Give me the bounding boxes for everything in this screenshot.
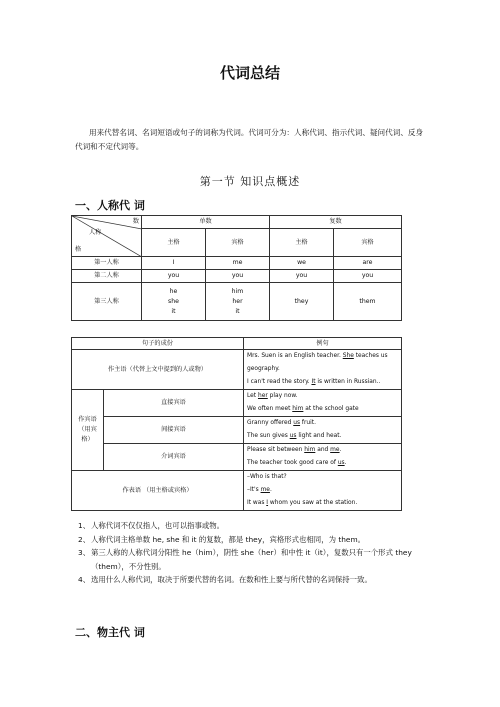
example-subject: Mrs. Suen is an English teacher. She teaches us geography. I can't read the story. It is written in Russian.. [244, 350, 402, 390]
cell-line: him [231, 287, 244, 295]
list-item: 4、 选用什么人称代词，取决于所要代替的名词。在数和性上要与所代替的名词保持一致。 [78, 575, 372, 585]
heading-personal-pronouns: 一、人称代 词 [75, 199, 145, 212]
list-item: 2、 人称代词主格单数 he, she 和 it 的复数，都是 they，宾格形式也相同，为 them。 [78, 534, 366, 544]
row-label: 第二人称 [72, 270, 142, 283]
role-object-line: （用宾 [78, 426, 97, 433]
cell-stack [206, 283, 270, 321]
role-direct-object: 直接宾语 [104, 390, 244, 417]
role-object-line: 作宾语 [78, 416, 97, 423]
header-sentence-role: 句子的成份 [72, 338, 244, 350]
table-row [72, 444, 402, 471]
heading-possessive-pronouns: 二、物主代 词 [75, 626, 145, 639]
cell: me [206, 257, 270, 270]
cell: we [270, 257, 334, 270]
table-row [72, 417, 402, 444]
table-row [72, 390, 402, 417]
cell: you [206, 270, 270, 283]
row-label: 第三人称 [72, 283, 142, 321]
role-prepositional-object: 介词宾语 [104, 444, 244, 471]
corner-label-number: 数 [132, 218, 139, 225]
example-predicative: –Who is that? –It's me. It was I whom you saw at the station. [244, 471, 402, 511]
table-row [72, 283, 402, 321]
example-direct-object: Let her play now. We often meet him at the school gate [244, 390, 402, 417]
personal-pronoun-table [71, 215, 402, 321]
list-item: 3、 第三人称的人称代词分阳性 he（him），阴性 she（her）和中性 it（it），复数只有一个形式 they（them），不分性别。 [78, 548, 412, 571]
table-row [72, 257, 402, 270]
header-plural-object: 宾格 [334, 229, 402, 257]
corner-diagonal-lines [72, 216, 142, 257]
intro-paragraph: 用来代替名词、名词短语或句子的词称为代词。代词可分为：人称代词、指示代词、疑问代词、反身代词和不定代词等。 [75, 128, 424, 151]
table-row [72, 270, 402, 283]
pronoun-usage-table [71, 337, 402, 511]
cell: they [270, 283, 334, 321]
table-row [72, 350, 402, 390]
example-prepositional-object: Please sit between him and me. The teacher took good care of us. [244, 444, 402, 471]
corner-label-person: 人称 [89, 229, 102, 236]
header-plural-subject: 主格 [270, 229, 334, 257]
cell-line: her [232, 297, 243, 305]
role-indirect-object: 间接宾语 [104, 417, 244, 444]
role-object [72, 390, 104, 471]
cell: I [142, 257, 206, 270]
row-label: 第一人称 [72, 257, 142, 270]
cell: are [334, 257, 402, 270]
notes-list [78, 519, 438, 587]
page-title: 代词总结 [219, 64, 280, 82]
header-singular: 单数 [142, 216, 270, 229]
role-subject: 作主语（代替上文中提到的人或物） [72, 350, 244, 390]
header-singular-subject: 主格 [142, 229, 206, 257]
cell: you [142, 270, 206, 283]
section-title: 第一节 知识点概述 [199, 175, 301, 188]
cell: you [270, 270, 334, 283]
cell-line: it [235, 307, 240, 315]
table-corner-cell [72, 216, 142, 257]
role-predicative: 作表语 （用主格或宾格） [72, 471, 244, 511]
example-indirect-object: Granny offered us fruit. The sun gives us light and heat. [244, 417, 402, 444]
table-row [72, 471, 402, 511]
list-item: 1、 人称代词不仅仅指人，也可以指事或物。 [78, 521, 225, 530]
cell: you [334, 270, 402, 283]
cell-stack [142, 283, 206, 321]
cell-line: it [171, 307, 176, 315]
corner-label-case: 格 [75, 246, 82, 253]
header-singular-object: 宾格 [206, 229, 270, 257]
cell-line: she [168, 297, 179, 305]
cell: them [334, 283, 402, 321]
role-object-line: 格） [81, 436, 94, 443]
header-example: 例句 [244, 338, 402, 350]
cell-line: he [169, 287, 178, 295]
header-plural: 复数 [270, 216, 402, 229]
